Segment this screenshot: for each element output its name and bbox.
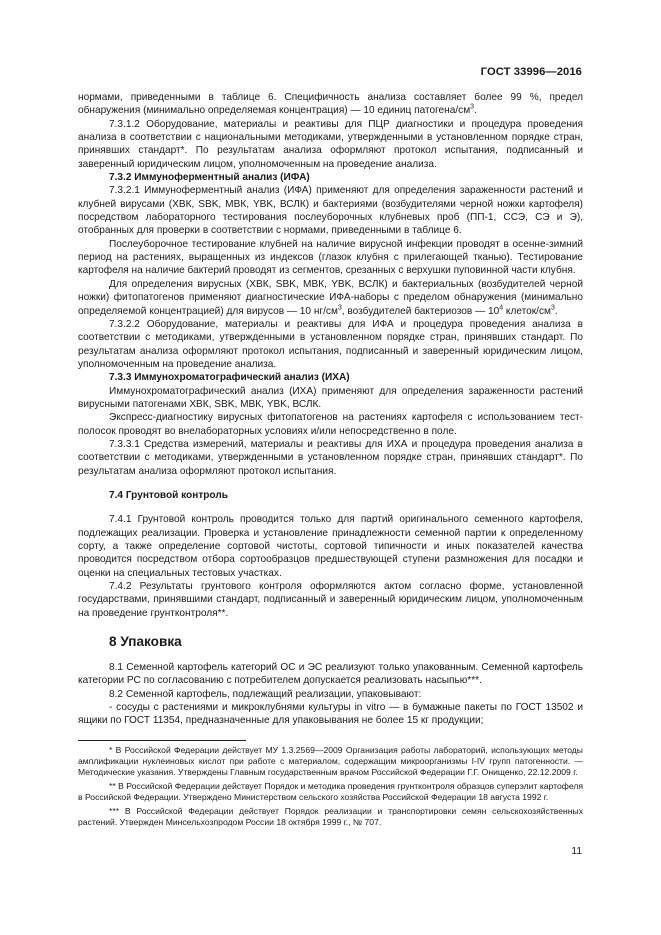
page-number: 11 [571,846,582,857]
paragraph-7-3-2-2: 7.3.2.2 Оборудование, материалы и реактивы для ИФА и процедура проведения анализа в соответствии с методиками, утвержденными в установленном порядке стран, принявших стандарт. По результатам анализа оформляют протокол испытания, подписанный и заверенный юридическим лицом, уполномоченным на проведение анализа. [78,318,583,370]
text-fragment: . [554,305,558,317]
footnote-3: *** В Российской Федерации действует Порядок реализации и транспортировки семян сельскохозяйственных растений. Утвержден Минсельхозпродом России 18 октября 1999 г., № 707. [78,806,583,828]
footnote-divider [78,740,246,741]
footnote-2: ** В Российской Федерации действует Порядок и методика проведения грунтконтроля образцов суперэлит картофеля в Российской Федерации. Утверждено Министерством сельского хозяйства Российской Федерации 18 августа 1992 г. [78,781,583,803]
heading-section-8: 8 Упаковка [109,634,182,650]
paragraph-detection-limits [78,278,583,318]
superscript: 4 [499,304,504,312]
paragraph-7-3-1-2: 7.3.1.2 Оборудование, материалы и реактивы для ПЦР диагностики и процедура проведения анализа в соответствии с национальными методиками, утвержденными в установленном порядке стран, принявших стандарт*. По результатам анализа оформляют протокол испытания, подписанный и заверенный юридическим лицом, уполномоченным на проведение анализа. [78,118,583,170]
paragraph-express-diagnostics: Экспресс-диагностику вирусных фитопатогенов на растениях картофеля с использованием тест-полосок проводят во внелабораторных условиях и/или непосредственно в поле. [78,412,583,437]
paragraph-7-4-1: 7.4.1 Грунтовой контроль проводится только для партий оригинального семенного картофеля, подлежащих реализации. Проверка и установление принадлежности семенной партии к определенному сорту, а также определение сортовой чистоты, сортовой типичности и иных показателей качества проводится посредством отбора сортообразцов предшествующей ступени размножения для посадки и оценки на специальных тестовых участках. [78,514,583,579]
superscript: 3 [337,304,342,312]
heading-7-3-3: 7.3.3 Иммунохроматографический анализ (ИХА) [109,372,350,384]
heading-7-4: 7.4 Грунтовой контроль [109,489,228,501]
text-fragment: Для определения вирусных (ХВК, SBK, МВК, YBK, ВСЛК) и бактериальных (возбудителей черной ножки) фитопатогенов применяют диагностические ИФА-наборы с пределом обнаружения (минимально определяемой концентрацией) для вирусов — 10 нг/см [78,278,583,317]
paragraph-7-3-2-1: 7.3.2.1 Иммуноферментный анализ (ИФА) применяют для определения зараженности растений и клубней вирусами (ХВК, SBK, МВК, YBK, ВСЛК) и бактериями (возбудителями черной ножки картофеля) посредством лабораторного тестирования послеуборочных клубневых проб (ПП-1, ССЭ, СЭ и Э), отобранных для проверки в соответствии с нормами, приведенными в таблице 6. [78,185,583,237]
paragraph-8-2: 8.2 Семенной картофель, подлежащий реализации, упаковывают: [109,688,422,700]
paragraph-8-2-item: - сосуды с растениями и микроклубнями культуры in vitro — в бумажные пакеты по ГОСТ 13502 и ящики по ГОСТ 11354, предназначенные для упаковывания не более 15 кг продукции; [78,702,583,727]
heading-7-3-2: 7.3.2 Иммуноферментный анализ (ИФА) [109,172,310,184]
paragraph-iha-intro: Иммунохроматографический анализ (ИХА) применяют для определения зараженности растений вирусными патогенами ХВК, SBK, МВК, YBK, ВСЛК. [78,385,583,410]
paragraph-8-1: 8.1 Семенной картофель категорий ОС и ЭС реализуют только упакованным. Семенной картофель категории РС по согласованию с потребителем допускается реализовать насыпью***. [78,662,583,687]
footnote-1: * В Российской Федерации действует МУ 1.3.2569—2009 Организация работы лабораторий, использующих методы амплификации нуклеиновых кислот при работе с материалом, содержащим микроорганизмы I-IV групп патогенности. — Методические указания. Утверждены Главным государственным врачом Российской Федерации Г.Г. Онищенко, 22.12.2009 г. [78,744,583,777]
text-fragment: нормами, приведенными в таблице 6. Специфичность анализа составляет более 99 %, предел обнаружения (минимально определяемая концентрация) — 10 единиц патогена/см [78,92,583,117]
paragraph-postharvest-testing: Послеуборочное тестирование клубней на наличие вирусной инфекции проводят в осенне-зимний период на растениях, выращенных из индексов (глазок клубня с прилегающей тканью). Тестирование картофеля на наличие бактерий проводят из сегментов, срезанных с верхушки пуповинной части клубня. [78,238,583,277]
text-fragment: . [474,105,477,117]
page-content [78,91,583,831]
superscript: 3 [550,304,555,312]
paragraph-specificity [78,91,583,118]
text-fragment: клеток/см [503,305,551,317]
standard-header: ГОСТ 33996—2016 [480,66,582,78]
paragraph-7-3-3-1: 7.3.3.1 Средства измерений, материалы и реактивы для ИХА и процедура проведения анализа в соответствии с методиками, утвержденными в установленном порядке стран, принявших стандарт*. По результатам анализа оформляют протокол испытания. [78,438,583,477]
superscript: 3 [470,103,475,111]
paragraph-7-4-2: 7.4.2 Результаты грунтового контроля оформляются актом согласно форме, установленной государствами, принявшими стандарт, подписанный и заверенный юридическим лицом, уполномоченным на проведение грунтконтроля**. [78,581,583,619]
text-fragment: , возбудителей бактериозов — 10 [341,305,500,317]
